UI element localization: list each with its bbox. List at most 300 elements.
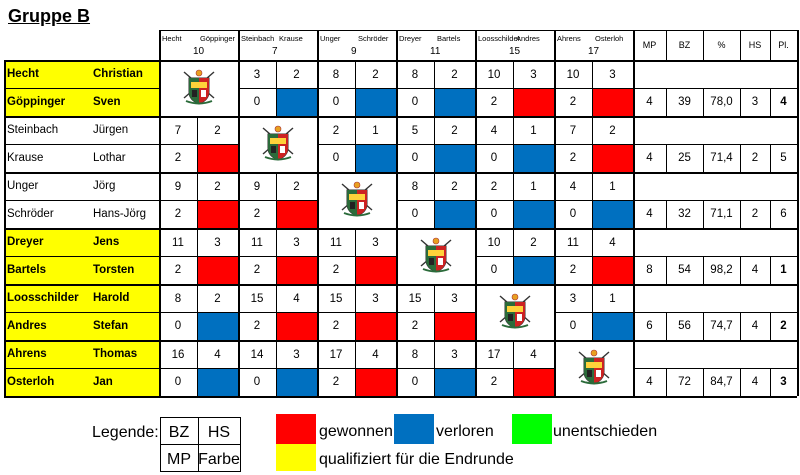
grid-line bbox=[475, 368, 554, 369]
result-color-won bbox=[276, 200, 317, 228]
grid-line bbox=[159, 368, 238, 369]
grid-line bbox=[159, 312, 238, 313]
result-points: 3 bbox=[451, 349, 458, 361]
grid-line bbox=[4, 396, 797, 398]
result-mp: 2 bbox=[490, 96, 498, 108]
grid-line bbox=[797, 60, 799, 88]
stat-header: Pl. bbox=[778, 40, 789, 50]
club-crest-icon bbox=[497, 292, 533, 332]
stat-bz: 32 bbox=[678, 208, 691, 220]
column-header-name1: Steinbach bbox=[241, 34, 275, 43]
grid-line bbox=[554, 144, 633, 145]
player-last-name: Unger bbox=[7, 180, 39, 192]
result-score: 10 bbox=[487, 69, 501, 81]
result-mp: 0 bbox=[174, 376, 182, 388]
result-color-lost bbox=[592, 312, 633, 340]
result-score: 8 bbox=[411, 69, 419, 81]
grid-line bbox=[434, 340, 435, 396]
grid-line bbox=[317, 368, 396, 369]
grid-line bbox=[666, 312, 667, 340]
grid-line bbox=[317, 312, 396, 313]
result-score: 11 bbox=[567, 237, 579, 249]
grid-line bbox=[592, 116, 593, 172]
column-header-name1: Ahrens bbox=[557, 34, 581, 43]
result-points: 4 bbox=[214, 349, 221, 361]
result-score: 15 bbox=[408, 293, 422, 305]
result-points: 2 bbox=[214, 125, 221, 137]
player-last-name: Andres bbox=[7, 320, 47, 332]
grid-line bbox=[592, 172, 593, 228]
result-color-lost bbox=[197, 312, 238, 340]
result-score: 15 bbox=[329, 293, 343, 305]
grid-line bbox=[797, 312, 799, 340]
grid-line bbox=[666, 30, 667, 60]
player-first-name: Sven bbox=[93, 96, 121, 108]
column-header-number: 10 bbox=[193, 46, 205, 57]
column-header-name2: Krause bbox=[279, 34, 303, 43]
player-first-name: Lothar bbox=[93, 152, 126, 164]
grid-line bbox=[740, 30, 741, 60]
grid-line bbox=[703, 368, 704, 396]
result-points: 3 bbox=[214, 237, 221, 249]
result-color-won bbox=[513, 368, 554, 396]
grid-line bbox=[703, 144, 704, 172]
result-score: 11 bbox=[251, 237, 263, 249]
legend-draw: unentschieden bbox=[553, 423, 658, 440]
grid-line bbox=[666, 144, 667, 172]
grid-line bbox=[703, 30, 704, 60]
grid-line bbox=[197, 172, 198, 228]
grid-line bbox=[238, 312, 317, 313]
result-points: 3 bbox=[372, 293, 379, 305]
legend-box-hs: HS bbox=[207, 424, 231, 441]
grid-line bbox=[666, 200, 667, 228]
result-points: 2 bbox=[293, 181, 300, 193]
result-color-lost bbox=[592, 200, 633, 228]
stat-bz: 54 bbox=[678, 264, 691, 276]
grid-line bbox=[396, 200, 475, 201]
result-color-lost bbox=[276, 368, 317, 396]
grid-line bbox=[770, 88, 771, 116]
stat-bz: 72 bbox=[678, 376, 691, 388]
grid-line bbox=[396, 368, 475, 369]
player-last-name: Loosschilder bbox=[7, 292, 79, 304]
result-points: 1 bbox=[609, 181, 616, 193]
result-score: 8 bbox=[411, 181, 419, 193]
result-mp: 2 bbox=[332, 264, 340, 276]
grid-line bbox=[592, 228, 593, 284]
stat-hs: 3 bbox=[751, 96, 759, 108]
grid-line bbox=[513, 172, 514, 228]
grid-line bbox=[633, 30, 635, 396]
grid-line bbox=[159, 30, 797, 31]
result-mp: 0 bbox=[174, 320, 182, 332]
result-color-lost bbox=[197, 368, 238, 396]
result-mp: 0 bbox=[253, 96, 261, 108]
player-first-name: Thomas bbox=[93, 348, 138, 360]
player-last-name: Ahrens bbox=[7, 348, 47, 360]
grid-line bbox=[434, 60, 435, 116]
column-header-name1: Dreyer bbox=[399, 34, 422, 43]
stat-header: MP bbox=[642, 40, 657, 50]
grid-line bbox=[355, 284, 356, 340]
grid-line bbox=[197, 284, 198, 340]
stat-pct: 78,0 bbox=[710, 96, 733, 108]
grid-line bbox=[513, 60, 514, 116]
grid-line bbox=[797, 30, 799, 60]
column-header-name2: Schröder bbox=[358, 34, 389, 43]
stat-pct: 71,1 bbox=[710, 208, 733, 220]
result-points: 1 bbox=[530, 125, 537, 137]
grid-line bbox=[4, 116, 797, 118]
grid-line bbox=[159, 200, 238, 201]
result-color-won bbox=[276, 312, 317, 340]
result-mp: 2 bbox=[253, 264, 261, 276]
result-points: 2 bbox=[530, 237, 537, 249]
result-score: 5 bbox=[411, 125, 419, 137]
result-color-lost bbox=[355, 144, 396, 172]
player-first-name: Jörg bbox=[93, 180, 116, 192]
stat-mp: 4 bbox=[646, 152, 653, 164]
grid-line bbox=[513, 116, 514, 172]
result-color-lost bbox=[434, 144, 475, 172]
result-score: 4 bbox=[569, 181, 577, 193]
grid-line bbox=[797, 368, 799, 396]
grid-line bbox=[276, 172, 277, 228]
club-crest-icon bbox=[418, 236, 454, 276]
player-last-name: Osterloh bbox=[7, 376, 55, 388]
result-mp: 0 bbox=[490, 208, 498, 220]
result-score: 8 bbox=[332, 69, 340, 81]
grid-line bbox=[703, 88, 704, 116]
grid-line bbox=[703, 200, 704, 228]
grid-line bbox=[197, 116, 198, 172]
stat-pl: 3 bbox=[780, 376, 787, 388]
stat-mp: 4 bbox=[646, 208, 653, 220]
grid-line bbox=[396, 144, 475, 145]
grid-line bbox=[797, 340, 799, 368]
page-title: Gruppe B bbox=[8, 6, 91, 26]
grid-line bbox=[355, 340, 356, 396]
grid-line bbox=[475, 30, 477, 396]
player-last-name: Hecht bbox=[7, 68, 39, 80]
result-points: 3 bbox=[530, 69, 537, 81]
grid-line bbox=[740, 88, 741, 116]
result-points: 4 bbox=[609, 237, 616, 249]
legend-swatch-qualified bbox=[276, 444, 316, 471]
stat-pct: 71,4 bbox=[710, 152, 733, 164]
player-last-name: Schröder bbox=[7, 208, 54, 220]
player-last-name: Bartels bbox=[7, 264, 46, 276]
result-score: 15 bbox=[250, 293, 264, 305]
column-header-name1: Loosschilder bbox=[478, 34, 521, 43]
result-color-won bbox=[197, 256, 238, 284]
column-header-name1: Unger bbox=[320, 34, 341, 43]
result-mp: 2 bbox=[569, 96, 577, 108]
result-color-lost bbox=[513, 256, 554, 284]
stat-pl: 1 bbox=[780, 264, 787, 276]
player-first-name: Stefan bbox=[93, 320, 129, 332]
result-score: 14 bbox=[250, 349, 264, 361]
result-points: 3 bbox=[451, 293, 458, 305]
result-mp: 0 bbox=[490, 152, 498, 164]
grid-line bbox=[554, 30, 556, 396]
legend-box-mp: MP bbox=[167, 451, 191, 468]
grid-line bbox=[797, 172, 799, 200]
grid-line bbox=[238, 30, 240, 396]
stat-pl: 2 bbox=[780, 320, 787, 332]
grid-line bbox=[355, 116, 356, 172]
grid-line bbox=[666, 88, 667, 116]
result-mp: 0 bbox=[411, 376, 419, 388]
legend-label: Legende: bbox=[92, 424, 159, 441]
player-first-name: Jens bbox=[93, 236, 120, 248]
legend-qualified: qualifiziert für die Endrunde bbox=[319, 451, 514, 468]
grid-line bbox=[554, 256, 633, 257]
result-color-lost bbox=[513, 200, 554, 228]
result-color-lost bbox=[276, 88, 317, 116]
result-points: 1 bbox=[530, 181, 537, 193]
result-mp: 0 bbox=[332, 152, 340, 164]
grid-line bbox=[159, 256, 238, 257]
result-mp: 2 bbox=[174, 264, 182, 276]
legend-swatch-draw bbox=[512, 414, 552, 444]
grid-line bbox=[317, 256, 396, 257]
grid-line bbox=[355, 228, 356, 284]
stat-header: BZ bbox=[678, 40, 691, 50]
result-points: 1 bbox=[609, 293, 616, 305]
stat-pl: 6 bbox=[780, 208, 787, 220]
result-mp: 2 bbox=[253, 320, 261, 332]
result-mp: 2 bbox=[253, 208, 261, 220]
player-last-name: Steinbach bbox=[7, 124, 59, 136]
result-score: 8 bbox=[411, 349, 419, 361]
result-points: 2 bbox=[451, 125, 458, 137]
stat-header: % bbox=[717, 40, 726, 50]
grid-line bbox=[160, 444, 240, 445]
result-color-lost bbox=[434, 368, 475, 396]
result-score: 17 bbox=[487, 349, 501, 361]
result-points: 3 bbox=[293, 349, 300, 361]
grid-line bbox=[797, 200, 799, 228]
grid-line bbox=[238, 88, 317, 89]
result-color-won bbox=[513, 88, 554, 116]
grid-line bbox=[797, 116, 799, 144]
column-header-name1: Hecht bbox=[162, 34, 182, 43]
grid-line bbox=[475, 256, 554, 257]
grid-line bbox=[276, 60, 277, 116]
result-color-won bbox=[434, 312, 475, 340]
result-points: 2 bbox=[372, 69, 379, 81]
result-score: 8 bbox=[174, 293, 182, 305]
grid-line bbox=[160, 471, 241, 472]
result-color-won bbox=[197, 200, 238, 228]
result-color-won bbox=[355, 256, 396, 284]
grid-line bbox=[197, 228, 198, 284]
club-crest-icon bbox=[260, 124, 296, 164]
column-header-name2: Osterloh bbox=[595, 34, 624, 43]
grid-line bbox=[554, 88, 633, 89]
grid-line bbox=[633, 256, 797, 257]
result-mp: 0 bbox=[569, 320, 577, 332]
result-color-won bbox=[592, 144, 633, 172]
result-score: 9 bbox=[253, 181, 261, 193]
grid-line bbox=[4, 256, 159, 257]
result-score: 9 bbox=[174, 181, 182, 193]
result-points: 2 bbox=[214, 293, 221, 305]
player-first-name: Hans-Jörg bbox=[93, 208, 147, 220]
result-mp: 2 bbox=[332, 320, 340, 332]
result-color-won bbox=[276, 256, 317, 284]
result-mp: 0 bbox=[411, 208, 419, 220]
grid-line bbox=[633, 368, 797, 369]
grid-line bbox=[317, 88, 396, 89]
player-last-name: Dreyer bbox=[7, 236, 44, 248]
grid-line bbox=[475, 88, 554, 89]
grid-line bbox=[4, 88, 159, 89]
result-points: 1 bbox=[372, 125, 379, 137]
grid-line bbox=[240, 417, 241, 471]
stat-hs: 4 bbox=[751, 320, 759, 332]
result-mp: 0 bbox=[569, 208, 577, 220]
result-score: 3 bbox=[569, 293, 577, 305]
grid-line bbox=[434, 116, 435, 172]
grid-line bbox=[797, 284, 799, 312]
column-header-number: 11 bbox=[430, 46, 441, 57]
grid-line bbox=[4, 60, 6, 396]
grid-line bbox=[4, 368, 159, 369]
result-mp: 0 bbox=[411, 96, 419, 108]
grid-line bbox=[159, 30, 161, 396]
result-color-lost bbox=[434, 88, 475, 116]
grid-line bbox=[276, 228, 277, 284]
grid-line bbox=[513, 228, 514, 284]
grid-line bbox=[797, 144, 799, 172]
grid-line bbox=[740, 144, 741, 172]
grid-line bbox=[633, 88, 797, 89]
grid-line bbox=[703, 256, 704, 284]
column-header-name2: Göppinger bbox=[200, 34, 236, 43]
result-mp: 2 bbox=[569, 264, 577, 276]
grid-line bbox=[633, 200, 797, 201]
grid-line bbox=[159, 60, 797, 61]
column-header-number: 17 bbox=[588, 46, 600, 57]
stat-hs: 4 bbox=[751, 264, 759, 276]
grid-line bbox=[513, 340, 514, 396]
grid-line bbox=[434, 284, 435, 340]
result-mp: 2 bbox=[174, 152, 182, 164]
stat-bz: 56 bbox=[678, 320, 691, 332]
grid-line bbox=[666, 256, 667, 284]
column-header-number: 9 bbox=[351, 46, 357, 57]
result-points: 4 bbox=[293, 293, 300, 305]
stat-pl: 5 bbox=[780, 152, 787, 164]
grid-line bbox=[797, 256, 799, 284]
grid-line bbox=[160, 417, 241, 418]
player-first-name: Jan bbox=[93, 376, 113, 388]
result-score: 7 bbox=[174, 125, 182, 137]
grid-line bbox=[159, 144, 238, 145]
grid-line bbox=[4, 228, 797, 230]
result-color-won bbox=[592, 88, 633, 116]
grid-line bbox=[633, 312, 797, 313]
stat-mp: 4 bbox=[646, 96, 653, 108]
column-header-name2: Andres bbox=[516, 34, 540, 43]
result-points: 3 bbox=[293, 237, 300, 249]
player-first-name: Harold bbox=[93, 292, 130, 304]
legend-won: gewonnen bbox=[319, 423, 393, 440]
player-last-name: Göppinger bbox=[7, 96, 66, 108]
grid-line bbox=[554, 312, 633, 313]
grid-line bbox=[633, 144, 797, 145]
result-score: 3 bbox=[253, 69, 261, 81]
club-crest-icon bbox=[576, 348, 612, 388]
result-score: 10 bbox=[487, 237, 501, 249]
grid-line bbox=[770, 30, 771, 60]
grid-line bbox=[797, 88, 799, 116]
grid-line bbox=[396, 30, 398, 396]
grid-line bbox=[355, 60, 356, 116]
result-mp: 0 bbox=[253, 376, 261, 388]
grid-line bbox=[740, 368, 741, 396]
grid-line bbox=[238, 200, 317, 201]
result-color-won bbox=[355, 368, 396, 396]
result-color-lost bbox=[434, 200, 475, 228]
grid-line bbox=[317, 30, 319, 396]
club-crest-icon bbox=[339, 180, 375, 220]
legend-box-bz: BZ bbox=[168, 424, 190, 441]
result-mp: 0 bbox=[411, 152, 419, 164]
grid-line bbox=[276, 340, 277, 396]
result-score: 2 bbox=[490, 181, 498, 193]
grid-line bbox=[276, 284, 277, 340]
grid-line bbox=[238, 256, 317, 257]
column-header-number: 7 bbox=[272, 46, 278, 57]
grid-line bbox=[4, 284, 797, 286]
result-mp: 2 bbox=[411, 320, 419, 332]
stat-mp: 4 bbox=[646, 376, 653, 388]
result-points: 2 bbox=[451, 69, 458, 81]
legend-swatch-won bbox=[276, 414, 316, 444]
result-score: 17 bbox=[329, 349, 343, 361]
stat-bz: 25 bbox=[678, 152, 691, 164]
grid-line bbox=[4, 312, 159, 313]
grid-line bbox=[554, 200, 633, 201]
stat-pct: 74,7 bbox=[710, 320, 733, 332]
result-color-lost bbox=[513, 144, 554, 172]
result-score: 10 bbox=[566, 69, 580, 81]
result-mp: 2 bbox=[490, 376, 498, 388]
result-color-won bbox=[197, 144, 238, 172]
grid-line bbox=[475, 200, 554, 201]
result-color-won bbox=[355, 312, 396, 340]
stat-header: HS bbox=[748, 40, 762, 50]
result-points: 2 bbox=[451, 181, 458, 193]
grid-line bbox=[396, 312, 475, 313]
stat-pct: 98,2 bbox=[710, 264, 733, 276]
player-first-name: Christian bbox=[93, 68, 143, 80]
result-mp: 0 bbox=[332, 96, 340, 108]
result-points: 4 bbox=[372, 349, 379, 361]
result-mp: 2 bbox=[569, 152, 577, 164]
grid-line bbox=[396, 88, 475, 89]
grid-line bbox=[238, 368, 317, 369]
result-color-lost bbox=[355, 88, 396, 116]
result-score: 4 bbox=[490, 125, 498, 137]
stat-hs: 2 bbox=[751, 208, 759, 220]
stat-hs: 4 bbox=[751, 376, 759, 388]
result-points: 2 bbox=[214, 181, 221, 193]
